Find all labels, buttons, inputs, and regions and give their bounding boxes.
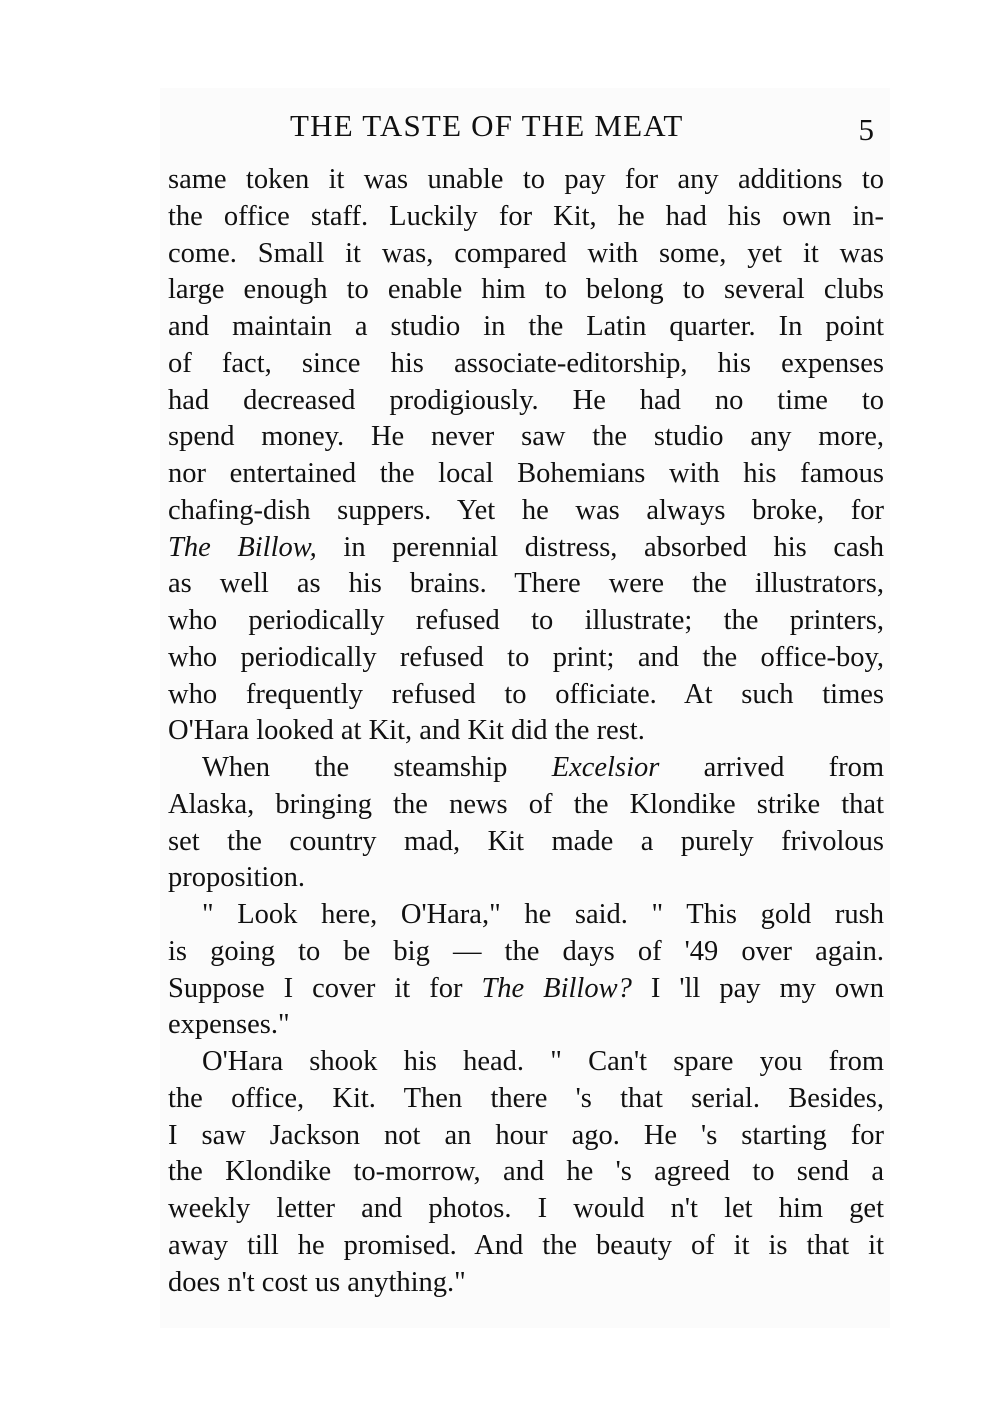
text-line: had decreased prodigiously. He had no time to (168, 384, 884, 416)
text-line: set the country mad, Kit made a purely frivolous (168, 825, 884, 857)
text-line: weekly letter and photos. I would n't let him get (168, 1193, 884, 1224)
text-line: same token it was unable to pay for any additions to (168, 164, 884, 195)
text-line: who periodically refused to illustrate; the printers, (168, 605, 884, 636)
text-line: Alaska, bringing the news of the Klondike strike that (168, 788, 884, 820)
text-line: who periodically refused to print; and the office-boy, (168, 641, 884, 673)
italic-title: Excelsior (551, 752, 660, 783)
text-line: the office, Kit. Then there 's that serial. Besides, (168, 1082, 884, 1114)
text-line: expenses." (168, 1009, 290, 1041)
text-line: O'Hara looked at Kit, and Kit did the rest. (168, 715, 645, 747)
text-line: The Billow, in perennial distress, absorbed his cash (168, 531, 884, 563)
italic-title: The Billow? (481, 972, 632, 1004)
text-line: away till he promised. And the beauty of it is that it (168, 1229, 884, 1261)
text-line: When the steamship Excelsior arrived from (202, 752, 884, 783)
text-line: spend money. He never saw the studio any more, (168, 421, 884, 453)
page-number: 5 (858, 112, 874, 147)
body-text (168, 162, 884, 1301)
text-line: come. Small it was, compared with some, yet it was (168, 237, 884, 269)
text-line: proposition. (168, 862, 305, 894)
text-line: I saw Jackson not an hour ago. He 's starting for (168, 1119, 884, 1151)
text-line: of fact, since his associate-editorship, his expenses (168, 347, 884, 379)
running-head: THE TASTE OF THE MEAT (290, 108, 684, 143)
text-line: large enough to enable him to belong to several clubs (168, 274, 884, 306)
text-line: as well as his brains. There were the illustrators, (168, 568, 884, 600)
text-line: chafing-dish suppers. Yet he was always broke, for (168, 494, 884, 526)
text-line: O'Hara shook his head. " Can't spare you from (202, 1046, 884, 1077)
text-line: is going to be big — the days of '49 over again. (168, 935, 884, 967)
italic-title: The Billow, (168, 531, 317, 563)
page-header (160, 108, 886, 148)
text-line: who frequently refused to officiate. At such times (168, 678, 884, 710)
text-line: the office staff. Luckily for Kit, he had his own in- (168, 200, 884, 232)
text-line: does n't cost us anything." (168, 1266, 466, 1298)
text-line: Suppose I cover it for The Billow? I 'll pay my own (168, 972, 884, 1004)
text-line: and maintain a studio in the Latin quarter. In point (168, 311, 884, 342)
text-line: " Look here, O'Hara," he said. " This gold rush (202, 899, 884, 930)
text-line: nor entertained the local Bohemians with his famous (168, 458, 884, 489)
text-line: the Klondike to-morrow, and he 's agreed to send a (168, 1156, 884, 1188)
